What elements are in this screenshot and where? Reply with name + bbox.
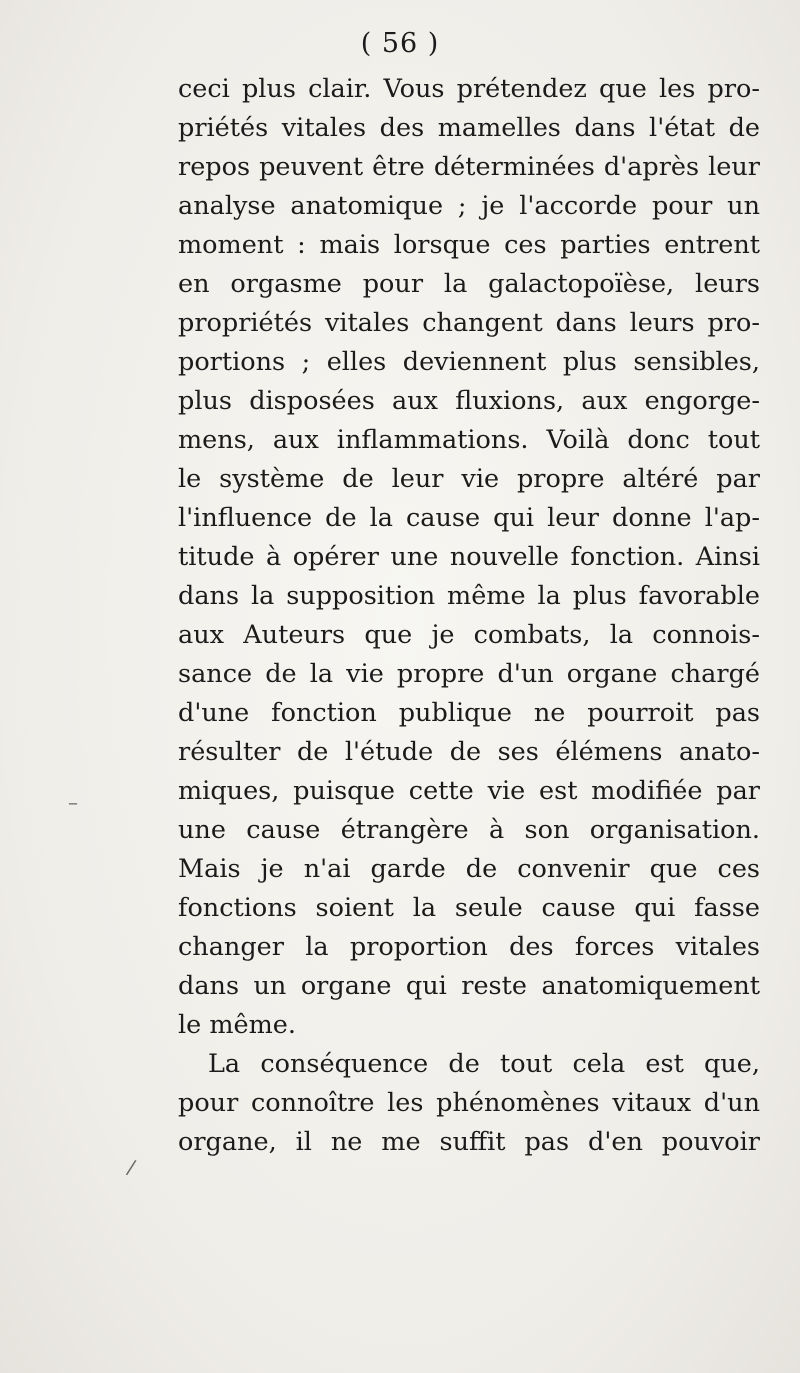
body-text (178, 70, 760, 1162)
text-line: titude à opérer une nouvelle fonction. Ainsi (178, 542, 760, 572)
text-line: mens, aux inflammations. Voilà donc tout (178, 425, 760, 455)
text-line: repos peuvent être déterminées d'après leur (178, 152, 760, 182)
text-line: propriétés vitales changent dans leurs pro- (178, 308, 760, 338)
text-line: une cause étrangère à son organisation. (178, 815, 760, 845)
text-line: moment : mais lorsque ces parties entrent (178, 230, 760, 260)
text-line: d'une fonction publique ne pourroit pas (178, 698, 760, 728)
text-line: pour connoître les phénomènes vitaux d'un (178, 1088, 760, 1118)
text-line: fonctions soient la seule cause qui fasse (178, 893, 760, 923)
text-line: changer la proportion des forces vitales (178, 932, 760, 962)
text-line: en orgasme pour la galactopoïèse, leurs (178, 269, 760, 299)
page-number: ( 56 ) (360, 28, 440, 59)
margin-stroke-mark: / (125, 1154, 138, 1180)
text-line: le système de leur vie propre altéré par (178, 464, 760, 494)
text-line: sance de la vie propre d'un organe chargé (178, 659, 760, 689)
text-line: le même. (178, 1010, 296, 1040)
text-line: dans un organe qui reste anatomiquement (178, 971, 760, 1001)
text-line: Mais je n'ai garde de convenir que ces (178, 854, 760, 884)
text-line: aux Auteurs que je combats, la connois- (178, 620, 760, 650)
text-line: priétés vitales des mamelles dans l'état de (178, 113, 760, 143)
text-line: miques, puisque cette vie est modifiée par (178, 776, 760, 806)
text-line: plus disposées aux fluxions, aux engorge- (178, 386, 760, 416)
paragraph-start-line: La conséquence de tout cela est que, (208, 1049, 760, 1079)
text-line: l'influence de la cause qui leur donne l'ap- (178, 503, 760, 533)
text-line: analyse anatomique ; je l'accorde pour un (178, 191, 760, 221)
margin-dash-mark: – (68, 790, 78, 814)
text-line: ceci plus clair. Vous prétendez que les pro- (178, 74, 760, 104)
text-line: portions ; elles deviennent plus sensibles, (178, 347, 760, 377)
text-line: résulter de l'étude de ses élémens anato- (178, 737, 760, 767)
text-line: dans la supposition même la plus favorable (178, 581, 760, 611)
text-line: organe, il ne me suffit pas d'en pouvoir (178, 1127, 760, 1157)
